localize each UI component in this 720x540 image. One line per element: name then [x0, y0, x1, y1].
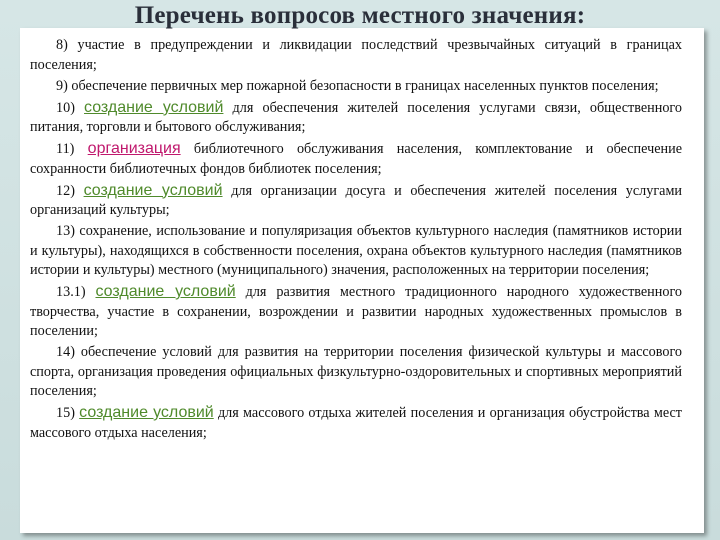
item-text: для развития местного традиционного народного художественного творчества, участие в сохранении, возрождении и развитии народных художественных промыслов в поселении; [30, 284, 683, 339]
item-text: для массового отдыха жителей поселения и организация обустройства мест массового отдыха населения; [30, 405, 682, 441]
item-number: 15) [56, 405, 75, 421]
list-item-13-1 [30, 282, 682, 342]
highlight-phrase: создание условий [83, 181, 223, 199]
list-item-15 [30, 403, 682, 443]
item-number: 11) [56, 141, 75, 157]
item-number: 14) [56, 344, 75, 360]
item-text: библиотечного обслуживания населения, комплектование и обеспечение сохранности библиотечных фондов библиотек поселения; [30, 141, 683, 177]
page-title: Перечень вопросов местного значения: [134, 2, 586, 29]
item-text: участие в предупреждении и ликвидации последствий чрезвычайных ситуаций в границах поселения; [30, 37, 682, 73]
item-number: 13.1) [56, 284, 86, 300]
item-text: сохранение, использование и популяризация объектов культурного наследия (памятников истории и культуры), находящихся в собственности поселения, охрана объектов культурного наследия (памятников истории и культуры) местного (муниципального) значения, расположенных на территории поселения; [30, 223, 682, 278]
list-item-13 [30, 222, 682, 281]
list-item-11 [30, 139, 682, 179]
list-item-14 [30, 343, 682, 402]
item-text: обеспечение первичных мер пожарной безопасности в границах населенных пунктов поселения; [71, 77, 659, 94]
item-number: 12) [56, 182, 75, 199]
item-text: для организации досуга и обеспечения жителей поселения услугами организаций культуры; [30, 182, 683, 218]
question-list [30, 36, 682, 445]
item-text: обеспечение условий для развития на территории поселения физической культуры и массового спорта, организация проведения официальных физкультурно-оздоровительных и спортивных мероприятий поселения; [30, 344, 683, 399]
highlight-phrase: организация [87, 140, 181, 157]
item-number: 8) [56, 37, 68, 53]
item-text: для обеспечения жителей поселения услугами связи, общественного питания, торговли и бытового обслуживания; [30, 99, 682, 135]
list-item-12 [30, 181, 682, 221]
list-item-9 [30, 77, 682, 97]
item-number: 10) [56, 99, 75, 116]
list-item-8 [30, 36, 682, 75]
item-number: 9) [56, 77, 68, 94]
highlight-phrase: создание условий [84, 98, 224, 116]
list-item-10 [30, 98, 682, 138]
highlight-phrase: создание условий [95, 283, 236, 300]
item-number: 13) [56, 223, 75, 239]
highlight-phrase: создание условий [79, 404, 214, 421]
